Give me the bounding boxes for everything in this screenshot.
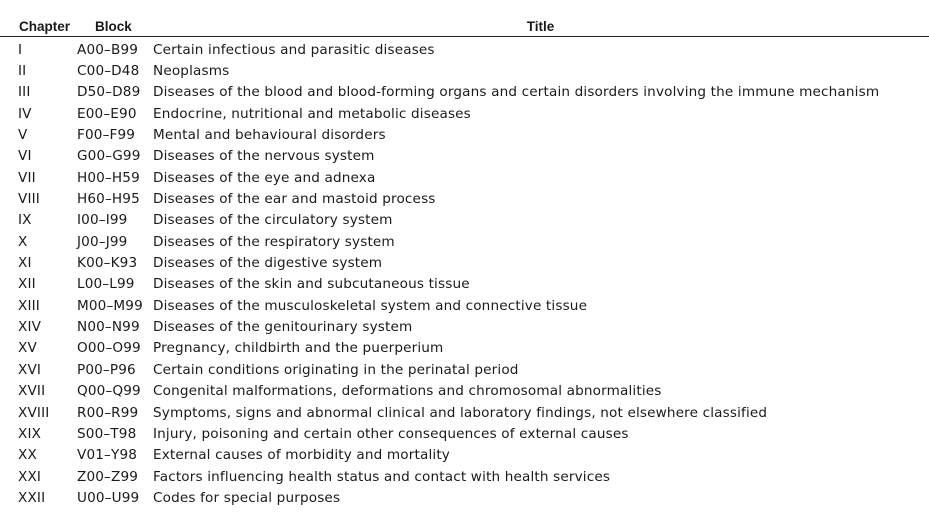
cell-chapter: XVI [18, 361, 42, 378]
cell-block: P00–P96 [77, 361, 136, 378]
cell-chapter: IX [18, 212, 32, 229]
cell-title: Diseases of the genitourinary system [153, 319, 413, 336]
cell-chapter: III [18, 84, 31, 101]
cell-block: F00–F99 [77, 127, 136, 144]
cell-block: D50–D89 [77, 84, 141, 101]
cell-title: Diseases of the skin and subcutaneous tissue [153, 276, 470, 293]
table-row [0, 274, 929, 295]
cell-block: M00–M99 [77, 297, 143, 314]
cell-block: A00–B99 [77, 41, 139, 58]
table-row [0, 295, 929, 316]
table-row [0, 188, 929, 209]
cell-title: Diseases of the ear and mastoid process [153, 191, 436, 208]
header-chapter: Chapter [0, 15, 76, 37]
cell-block: K00–K93 [77, 255, 138, 272]
cell-chapter: IV [18, 105, 32, 122]
cell-title: Neoplasms [153, 63, 230, 80]
header-title: Title [152, 15, 929, 37]
cell-chapter: XVII [18, 383, 46, 400]
table-row [0, 359, 929, 380]
table-row [0, 402, 929, 423]
cell-block: O00–O99 [77, 340, 141, 357]
cell-chapter: V [18, 127, 28, 144]
cell-title: Pregnancy, childbirth and the puerperium [153, 340, 444, 357]
header-block: Block [76, 15, 152, 37]
cell-title: Diseases of the nervous system [153, 148, 375, 165]
cell-block: H00–H59 [77, 169, 140, 186]
cell-block: G00–G99 [77, 148, 141, 165]
cell-chapter: VI [18, 148, 32, 165]
table-row [0, 423, 929, 444]
cell-chapter: X [18, 233, 28, 250]
cell-title: Mental and behavioural disorders [153, 127, 386, 144]
cell-chapter: XIII [18, 297, 40, 314]
table-body [0, 37, 929, 509]
cell-block: S00–T98 [77, 425, 137, 442]
cell-chapter: VII [18, 169, 36, 186]
cell-title: Diseases of the circulatory system [153, 212, 393, 229]
cell-title: External causes of morbidity and mortality [153, 447, 450, 464]
table-row [0, 466, 929, 487]
cell-chapter: XV [18, 340, 37, 357]
cell-title: Congenital malformations, deformations and chromosomal abnormalities [153, 383, 662, 400]
table-row [0, 338, 929, 359]
cell-title: Injury, poisoning and certain other consequences of external causes [153, 425, 629, 442]
cell-chapter: XI [18, 255, 32, 272]
cell-title: Diseases of the digestive system [153, 255, 383, 272]
cell-title: Codes for special purposes [153, 489, 341, 506]
cell-title: Certain conditions originating in the perinatal period [153, 361, 519, 378]
cell-block: Z00–Z99 [77, 468, 139, 485]
table-row [0, 103, 929, 124]
table-row [0, 231, 929, 252]
cell-title: Certain infectious and parasitic diseases [153, 41, 435, 58]
cell-chapter: XIV [18, 319, 42, 336]
cell-chapter: VIII [18, 191, 40, 208]
cell-title: Symptoms, signs and abnormal clinical and laboratory findings, not elsewhere classified [153, 404, 768, 421]
cell-title: Factors influencing health status and contact with health services [153, 468, 611, 485]
cell-chapter: XVIII [18, 404, 50, 421]
cell-chapter: II [18, 63, 27, 80]
header-row [0, 15, 929, 37]
table-row [0, 82, 929, 103]
table-row [0, 210, 929, 231]
cell-block: E00–E90 [77, 105, 137, 122]
cell-chapter: XIX [18, 425, 42, 442]
cell-chapter: XXI [18, 468, 42, 485]
cell-block: J00–J99 [77, 233, 128, 250]
table-row [0, 381, 929, 402]
table-row [0, 445, 929, 466]
table-row [0, 316, 929, 337]
table-row [0, 124, 929, 145]
cell-title: Diseases of the musculoskeletal system and connective tissue [153, 297, 588, 314]
cell-chapter: XXII [18, 489, 46, 506]
cell-title: Diseases of the respiratory system [153, 233, 395, 250]
cell-block: L00–L99 [77, 276, 135, 293]
cell-title: Diseases of the blood and blood-forming organs and certain disorders involving the immune mechanism [153, 84, 880, 101]
cell-chapter: XII [18, 276, 36, 293]
cell-block: I00–I99 [77, 212, 128, 229]
table-row [0, 487, 929, 508]
cell-block: C00–D48 [77, 63, 140, 80]
table-header [0, 15, 929, 37]
cell-title: Diseases of the eye and adnexa [153, 169, 376, 186]
table-row [0, 37, 929, 61]
table-row [0, 252, 929, 273]
cell-chapter: I [18, 41, 23, 58]
cell-block: R00–R99 [77, 404, 139, 421]
cell-title: Endocrine, nutritional and metabolic diseases [153, 105, 471, 122]
cell-chapter: XX [18, 447, 37, 464]
chapter-table [0, 15, 929, 509]
cell-block: Q00–Q99 [77, 383, 141, 400]
table-row [0, 146, 929, 167]
cell-block: U00–U99 [77, 489, 140, 506]
cell-block: N00–N99 [77, 319, 140, 336]
table-row [0, 167, 929, 188]
cell-block: V01–Y98 [77, 447, 138, 464]
cell-block: H60–H95 [77, 191, 140, 208]
table-row [0, 60, 929, 81]
